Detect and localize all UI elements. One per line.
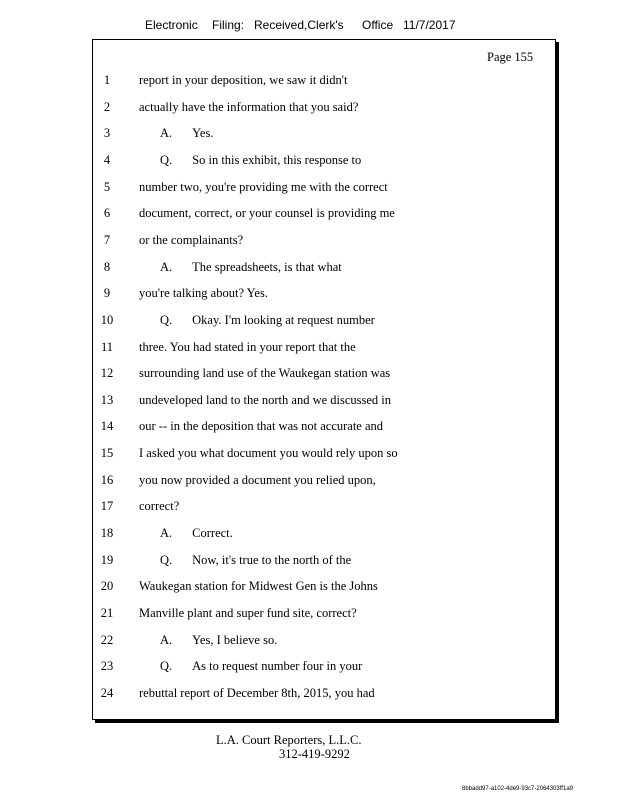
page-number: Page 155	[487, 50, 534, 64]
line-number: 7	[103, 232, 111, 247]
line-text	[160, 526, 233, 541]
line-text	[139, 233, 243, 248]
transcript-line	[0, 233, 618, 253]
line-body: document, correct, or your counsel is providing me	[139, 206, 395, 221]
line-body: correct?	[139, 499, 180, 514]
line-body: As to request number four in your	[192, 659, 363, 674]
line-text	[139, 393, 391, 408]
line-number: 11	[100, 339, 114, 354]
line-number: 12	[100, 366, 114, 381]
line-number: 20	[100, 579, 114, 594]
line-body: Waukegan station for Midwest Gen is the Johns	[139, 579, 378, 594]
line-number: 1	[103, 73, 111, 87]
court-reporter-phone: 312-419-9292	[279, 747, 350, 761]
transcript-line	[0, 180, 618, 200]
line-body: or the complainants?	[139, 232, 244, 247]
line-number: 16	[100, 472, 114, 487]
transcript-line	[0, 686, 618, 706]
transcript-line	[0, 286, 618, 306]
transcript-line	[0, 579, 618, 599]
line-body: I asked you what document you would rely upon so	[139, 446, 398, 461]
line-text	[139, 419, 383, 434]
line-body: Yes, I believe so.	[192, 632, 278, 647]
speaker-label: A.	[160, 126, 173, 141]
speaker-label: Q.	[160, 152, 173, 167]
filing-header-filing: Filing:	[212, 18, 245, 32]
line-number: 4	[103, 152, 111, 167]
line-body: The spreadsheets, is that what	[192, 259, 342, 274]
line-text	[139, 446, 398, 461]
transcript-line	[0, 526, 618, 546]
electronic-filing-header	[0, 18, 618, 38]
line-body: you're talking about? Yes.	[139, 286, 268, 301]
line-number: 10	[100, 312, 114, 327]
line-body: So in this exhibit, this response to	[192, 152, 362, 167]
speaker-label: Q.	[160, 659, 173, 674]
line-text	[139, 180, 388, 195]
transcript-line	[0, 206, 618, 226]
line-body: you now provided a document you relied upon,	[139, 472, 376, 487]
line-number: 14	[100, 419, 114, 434]
transcript-line	[0, 499, 618, 519]
line-number: 18	[100, 526, 114, 541]
transcript-line	[0, 553, 618, 573]
transcript-line	[0, 313, 618, 333]
transcript-line	[0, 153, 618, 173]
line-number: 23	[100, 659, 114, 674]
transcript-line	[0, 446, 618, 466]
line-text	[139, 206, 395, 221]
transcript-line	[0, 260, 618, 280]
speaker-label: Q.	[160, 552, 173, 567]
transcript-line	[0, 100, 618, 120]
line-text	[139, 686, 375, 701]
line-number: 8	[103, 259, 111, 274]
transcript-line	[0, 126, 618, 146]
line-text	[139, 366, 390, 381]
line-number: 24	[100, 685, 114, 700]
line-body: Okay. I'm looking at request number	[192, 312, 375, 327]
court-reporter-name: L.A. Court Reporters, L.L.C.	[216, 733, 362, 747]
line-number: 6	[103, 206, 111, 221]
line-text	[139, 579, 378, 594]
line-text	[139, 499, 179, 514]
transcript-line	[0, 366, 618, 386]
line-text	[160, 153, 361, 168]
speaker-label: A.	[160, 632, 173, 647]
line-body: undeveloped land to the north and we discussed in	[139, 392, 392, 407]
line-body: three. You had stated in your report that the	[139, 339, 356, 354]
line-body: number two, you're providing me with the correct	[139, 179, 388, 194]
transcript-line	[0, 419, 618, 439]
line-number: 19	[100, 552, 114, 567]
line-text	[160, 659, 362, 674]
line-number: 17	[100, 499, 114, 514]
line-text	[139, 100, 358, 115]
transcript-line	[0, 633, 618, 653]
transcript-line	[0, 73, 618, 93]
line-body: report in your deposition, we saw it didn't	[139, 73, 348, 87]
line-text	[160, 260, 342, 275]
line-number: 3	[103, 126, 111, 141]
line-number: 21	[100, 606, 114, 620]
line-body: our -- in the deposition that was not accurate and	[139, 419, 384, 434]
line-body: Manville plant and super fund site, correct?	[139, 606, 357, 620]
line-body: surrounding land use of the Waukegan station was	[139, 366, 391, 381]
line-text	[139, 606, 357, 621]
filing-header-date: 11/7/2017	[403, 18, 456, 32]
transcript-line	[0, 393, 618, 413]
line-body: rebuttal report of December 8th, 2015, you had	[139, 685, 375, 700]
line-number: 13	[100, 392, 114, 407]
line-number: 2	[103, 99, 111, 114]
speaker-label: Q.	[160, 312, 173, 327]
transcript-line	[0, 606, 618, 626]
transcript-line	[0, 659, 618, 679]
line-body: Now, it's true to the north of the	[192, 552, 352, 567]
line-text	[160, 126, 213, 141]
line-number: 22	[100, 632, 114, 647]
speaker-label: A.	[160, 526, 173, 541]
line-body: Yes.	[192, 126, 214, 141]
transcript-line	[0, 340, 618, 360]
line-number: 15	[100, 446, 114, 461]
line-text	[160, 313, 375, 328]
line-text	[139, 473, 376, 488]
line-text	[139, 73, 347, 88]
filing-header-received: Received,Clerk's	[254, 18, 344, 32]
line-body: Correct.	[192, 526, 233, 541]
filing-header-office: Office	[362, 18, 394, 32]
line-text	[160, 633, 277, 648]
line-number: 5	[103, 179, 111, 194]
transcript-line	[0, 473, 618, 493]
line-text	[139, 340, 356, 355]
line-text	[160, 553, 351, 568]
line-number: 9	[103, 286, 111, 301]
speaker-label: A.	[160, 259, 173, 274]
line-body: actually have the information that you said?	[139, 99, 359, 114]
line-text	[139, 286, 268, 301]
filing-header-electronic: Electronic	[145, 18, 198, 32]
document-id: 8bbadd97-a102-4de9-93c7-2064303ff1a9	[462, 786, 573, 792]
